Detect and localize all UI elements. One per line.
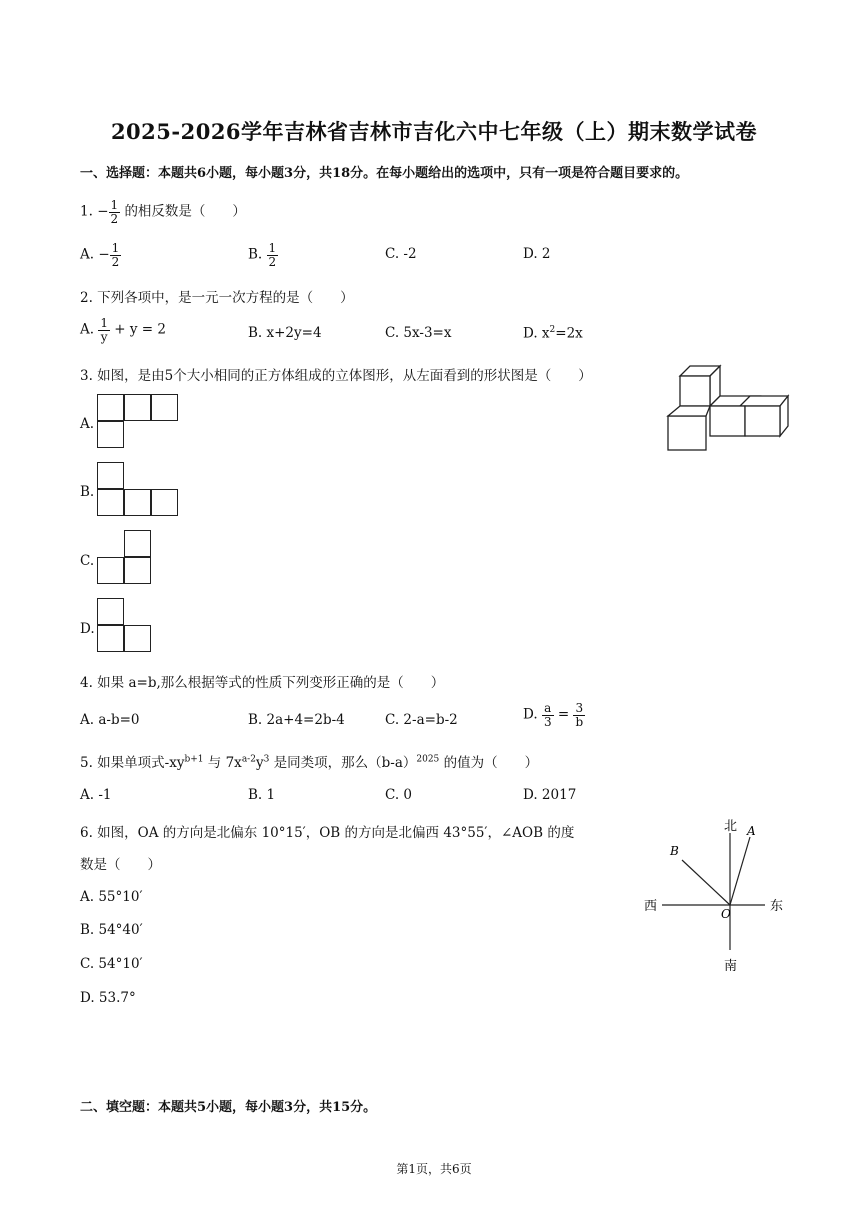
- q6-option-c: C. 54°10′: [80, 956, 143, 972]
- q1-option-a: A. − $\frac{1}{2}$: [80, 241, 120, 269]
- q6-option-b: B. 54°40′: [80, 922, 143, 938]
- q3-option-a-label: A.: [80, 416, 95, 432]
- q6-option-a: A. 55°10′: [80, 889, 143, 905]
- q5-option-a: A. -1: [80, 787, 112, 803]
- q4-option-d: D. $\frac{a}{3}$ = $\frac{3}{b}$: [523, 701, 584, 729]
- question-3: 3. 如图，是由5个大小相同的正方体组成的立体图形，从左面看到的形状图是（ ）: [80, 368, 592, 384]
- section-one-heading: 一、选择题：本题共6小题，每小题3分，共18分。在每小题给出的选项中，只有一项是符合题目要求的。: [80, 166, 689, 181]
- ray-ob: [682, 860, 730, 905]
- q2-option-d: D. $x^2=2x$: [523, 325, 583, 342]
- q1-number: 1.: [80, 203, 93, 220]
- east-label: 东: [770, 899, 784, 914]
- point-a-label: A: [747, 824, 756, 838]
- question-5: 5. 如果单项式$-xy^{b+1}$ 与 $7x^{a-2}y^3$ 是同类项，那么$(b-a)^{2025}$ 的值为（ ）: [80, 754, 539, 771]
- q2-option-b: B. x+2y=4: [248, 325, 322, 341]
- q3-option-b-label: B.: [80, 484, 95, 500]
- q5-option-c: C. 0: [385, 787, 413, 803]
- q1-option-b: B. $\frac{1}{2}$: [248, 241, 277, 269]
- cube-solid-figure: [664, 362, 790, 454]
- q5-option-d: D. 2017: [523, 787, 577, 803]
- q3-option-c-label: C.: [80, 553, 95, 569]
- q5-option-b: B. 1: [248, 787, 276, 803]
- south-label: 南: [724, 959, 738, 974]
- section-two-heading: 二、填空题：本题共5小题，每小题3分，共15分。: [80, 1100, 377, 1115]
- question-6-line-1: 6. 如图，OA 的方向是北偏东 10°15′，OB 的方向是北偏西 43°55′，∠AOB 的度: [80, 825, 575, 841]
- north-label: 北: [724, 819, 738, 834]
- point-o-label: O: [721, 907, 731, 921]
- q1-fraction: $\frac{1}{2}$: [110, 198, 119, 226]
- q4-option-a: A. a-b=0: [80, 712, 140, 728]
- question-1: [80, 199, 246, 225]
- q2-option-a: A. $\frac{1}{y}$ + y = 2: [80, 316, 166, 344]
- q3-option-d-label: D.: [80, 621, 95, 637]
- page-footer: 第1页，共6页: [396, 1162, 472, 1176]
- question-2: 2. 下列各项中，是一元一次方程的是（ ）: [80, 290, 354, 306]
- ray-oa: [730, 837, 750, 905]
- page-title: 2025-2026学年吉林省吉林市吉化六中七年级（上）期末数学试卷: [110, 119, 758, 144]
- q4-option-b: B. 2a+4=2b-4: [248, 712, 345, 728]
- question-4: 4. 如果 a=b,那么根据等式的性质下列变形正确的是（ ）: [80, 675, 445, 691]
- q1-text: 的相反数是（ ）: [124, 203, 246, 220]
- point-b-label: B: [670, 844, 679, 858]
- compass-angle-figure: [640, 815, 800, 980]
- q1-minus: −: [97, 203, 109, 220]
- q2-option-c: C. 5x-3=x: [385, 325, 452, 341]
- q1-option-c: C. -2: [385, 246, 417, 262]
- question-6-line-2: 数是（ ）: [80, 857, 161, 873]
- west-label: 西: [644, 899, 658, 914]
- q1-option-d: D. 2: [523, 246, 551, 262]
- q6-option-d: D. 53.7°: [80, 990, 136, 1006]
- q4-option-c: C. 2-a=b-2: [385, 712, 458, 728]
